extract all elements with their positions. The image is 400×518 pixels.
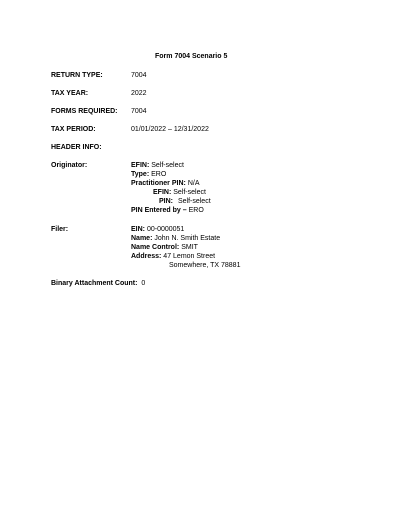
- tax-period-value: 01/01/2022 – 12/31/2022: [131, 126, 209, 133]
- practitioner-efin-label: EFIN:: [153, 189, 172, 196]
- originator-efin-value: Self-select: [151, 162, 184, 169]
- filer-name-control: [131, 243, 198, 252]
- binary-attachment-count: [51, 279, 145, 288]
- pin-entered-by-label: PIN Entered by –: [131, 207, 187, 214]
- filer-ein-value: 00-0000051: [146, 226, 185, 233]
- tax-year-label: TAX YEAR:: [51, 90, 89, 97]
- forms-required-label: FORMS REQUIRED:: [51, 108, 118, 115]
- originator-type: [131, 170, 166, 179]
- practitioner-pin-row: [159, 197, 211, 206]
- header-info-label: HEADER INFO:: [51, 144, 102, 151]
- practitioner-efin: [153, 188, 206, 197]
- practitioner-pin: [131, 179, 199, 188]
- binary-attachment-value: 0: [141, 280, 146, 287]
- originator-efin: [131, 161, 184, 170]
- filer-name-value: John N. Smith Estate: [154, 235, 221, 242]
- pin-entered-by: [131, 206, 204, 215]
- filer-address-label: Address:: [131, 253, 162, 260]
- filer-name-label: Name:: [131, 235, 153, 242]
- filer-name-control-label: Name Control:: [131, 244, 180, 251]
- practitioner-pin-value: N/A: [187, 180, 200, 187]
- filer-ein: [131, 225, 184, 234]
- pin-entered-by-value: ERO: [188, 207, 204, 214]
- filer-label: Filer:: [51, 226, 69, 233]
- practitioner-pin-label: Practitioner PIN:: [131, 180, 186, 187]
- originator-type-label: Type:: [131, 171, 150, 178]
- filer-address-line1: 47 Lemon Street: [163, 253, 216, 260]
- filer-name: [131, 234, 220, 243]
- practitioner-pin-row-label: PIN:: [159, 198, 173, 205]
- filer-name-control-value: SMIT: [181, 244, 198, 251]
- filer-address-line2: Somewhere, TX 78881: [169, 262, 241, 269]
- binary-attachment-label: Binary Attachment Count:: [51, 280, 138, 287]
- tax-period-label: TAX PERIOD:: [51, 126, 96, 133]
- originator-label: Originator:: [51, 162, 88, 169]
- filer-ein-label: EIN:: [131, 226, 145, 233]
- return-type-label: RETURN TYPE:: [51, 72, 103, 79]
- forms-required-value: 7004: [131, 108, 147, 115]
- tax-year-value: 2022: [131, 90, 147, 97]
- filer-address: [131, 252, 215, 261]
- originator-type-value: ERO: [151, 171, 167, 178]
- practitioner-pin-row-value: Self-select: [177, 198, 211, 205]
- practitioner-efin-value: Self-select: [173, 189, 206, 196]
- page-title: Form 7004 Scenario 5: [155, 53, 228, 60]
- originator-efin-label: EFIN:: [131, 162, 150, 169]
- return-type-value: 7004: [131, 72, 147, 79]
